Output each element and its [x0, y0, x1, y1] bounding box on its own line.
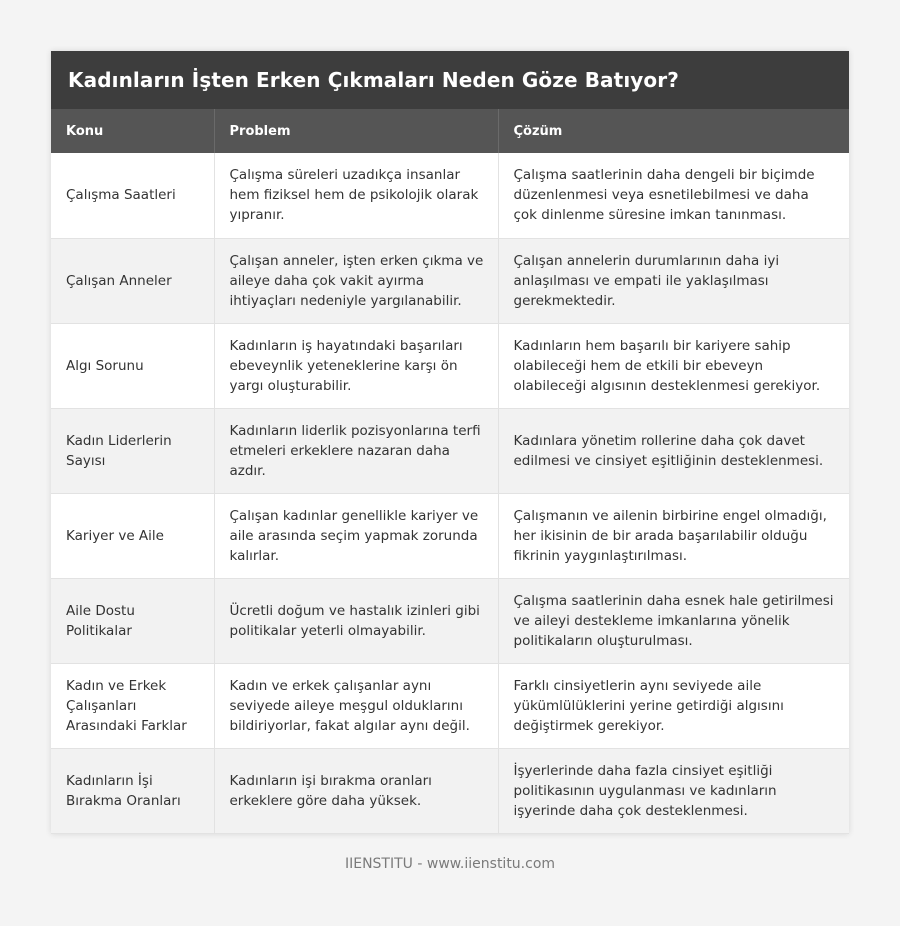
table-row — [51, 153, 849, 238]
cell-problem: Kadınların liderlik pozisyonlarına terfi etmeleri erkeklere nazaran daha azdır. — [214, 408, 498, 493]
cell-cozum: Farklı cinsiyetlerin aynı seviyede aile yükümlülüklerini yerine getirdiği algısını değiştirmek gerekiyor. — [498, 663, 849, 748]
column-header-cozum: Çözüm — [498, 109, 849, 153]
column-header-konu: Konu — [51, 109, 214, 153]
cell-cozum: Çalışma saatlerinin daha dengeli bir biçimde düzenlenmesi veya esnetilebilmesi ve daha çok dinlenme süresine imkan tanınması. — [498, 153, 849, 238]
table-row — [51, 663, 849, 748]
cell-problem: Kadın ve erkek çalışanlar aynı seviyede aileye meşgul olduklarını bildiriyorlar, fakat algılar aynı değil. — [214, 663, 498, 748]
cell-cozum: İşyerlerinde daha fazla cinsiyet eşitliği politikasının uygulanması ve kadınların işyerinde daha çok desteklenmesi. — [498, 748, 849, 833]
cell-konu: Algı Sorunu — [51, 323, 214, 408]
table-row — [51, 493, 849, 578]
table-header-row — [51, 109, 849, 153]
cell-konu: Aile Dostu Politikalar — [51, 578, 214, 663]
cell-konu: Kariyer ve Aile — [51, 493, 214, 578]
table-row — [51, 323, 849, 408]
cell-konu: Çalışma Saatleri — [51, 153, 214, 238]
cell-konu: Kadın Liderlerin Sayısı — [51, 408, 214, 493]
cell-problem: Çalışma süreleri uzadıkça insanlar hem fiziksel hem de psikolojik olarak yıpranır. — [214, 153, 498, 238]
table-card — [51, 51, 849, 834]
cell-konu: Kadın ve Erkek Çalışanları Arasındaki Farklar — [51, 663, 214, 748]
cell-cozum: Çalışma saatlerinin daha esnek hale getirilmesi ve aileyi destekleme imkanlarına yönelik politikaların oluşturulması. — [498, 578, 849, 663]
cell-problem: Ücretli doğum ve hastalık izinleri gibi politikalar yeterli olmayabilir. — [214, 578, 498, 663]
cell-cozum: Çalışan annelerin durumlarının daha iyi anlaşılması ve empati ile yaklaşılması gerekmektedir. — [498, 238, 849, 323]
table-row — [51, 238, 849, 323]
cell-konu: Çalışan Anneler — [51, 238, 214, 323]
cell-cozum: Kadınların hem başarılı bir kariyere sahip olabileceği hem de etkili bir ebeveyn olabileceği algısının desteklenmesi gerekiyor. — [498, 323, 849, 408]
cell-problem: Kadınların işi bırakma oranları erkeklere göre daha yüksek. — [214, 748, 498, 833]
page-title: Kadınların İşten Erken Çıkmaları Neden Göze Batıyor? — [68, 68, 679, 92]
data-table — [51, 109, 849, 834]
cell-konu: Kadınların İşi Bırakma Oranları — [51, 748, 214, 833]
table-row — [51, 408, 849, 493]
footer-credit: IIENSTITU - www.iienstitu.com — [344, 856, 556, 872]
column-header-problem: Problem — [214, 109, 498, 153]
cell-problem: Kadınların iş hayatındaki başarıları ebeveynlik yeteneklerine karşı ön yargı oluşturabilir. — [214, 323, 498, 408]
table-row — [51, 748, 849, 833]
cell-cozum: Kadınlara yönetim rollerine daha çok davet edilmesi ve cinsiyet eşitliğinin desteklenmesi. — [498, 408, 849, 493]
cell-problem: Çalışan anneler, işten erken çıkma ve aileye daha çok vakit ayırma ihtiyaçları nedeniyle yargılanabilir. — [214, 238, 498, 323]
cell-cozum: Çalışmanın ve ailenin birbirine engel olmadığı, her ikisinin de bir arada başarılabilir olduğu fikrinin yaygınlaştırılması. — [498, 493, 849, 578]
cell-problem: Çalışan kadınlar genellikle kariyer ve aile arasında seçim yapmak zorunda kalırlar. — [214, 493, 498, 578]
table-row — [51, 578, 849, 663]
title-bar — [51, 51, 849, 109]
